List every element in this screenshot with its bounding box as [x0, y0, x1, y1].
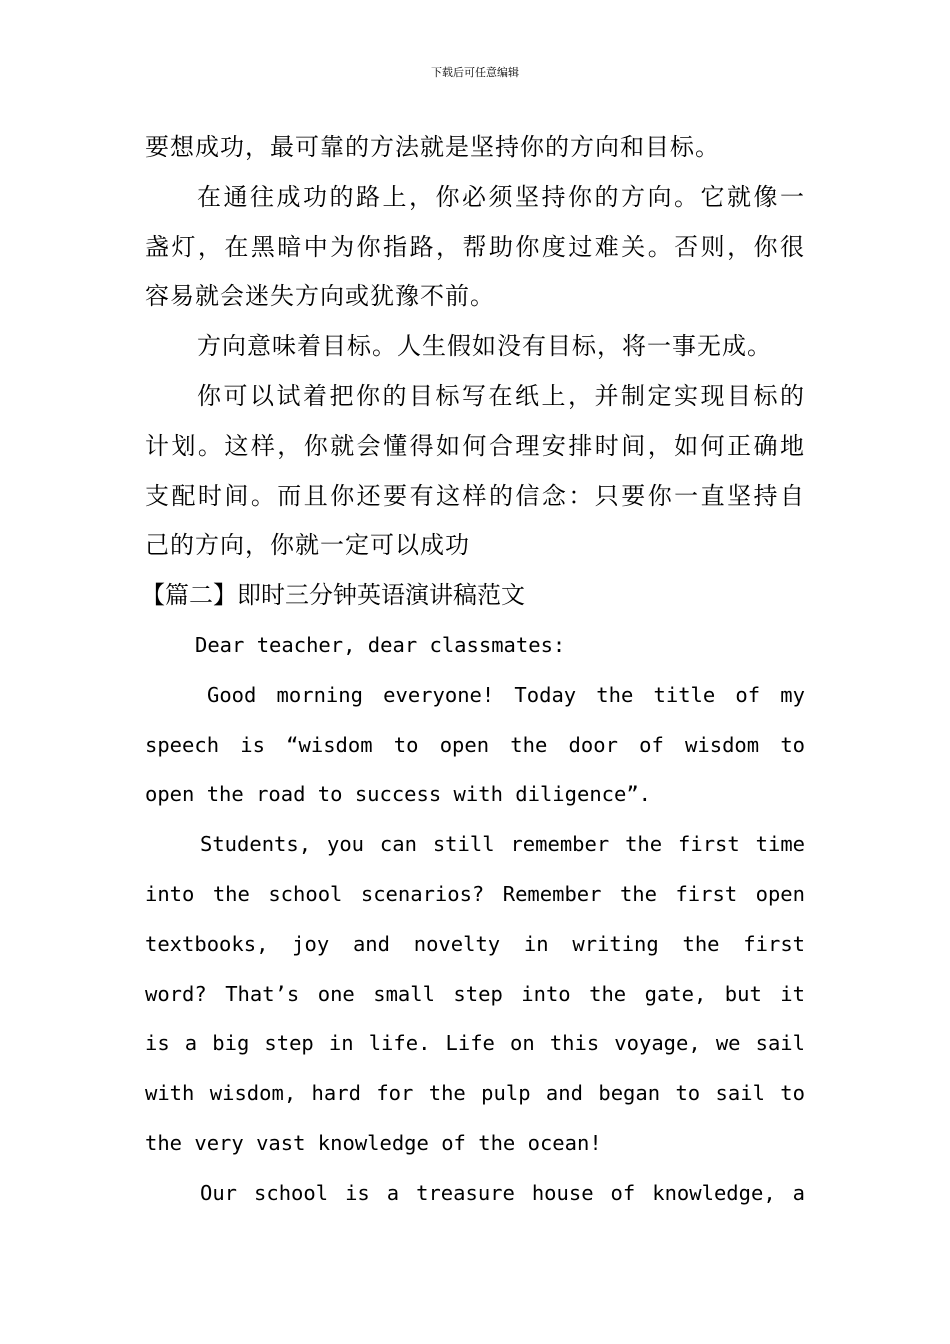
paragraph-line: 己的方向，你就一定可以成功	[145, 531, 470, 560]
paragraph-line: 容易就会迷失方向或犹豫不前。	[145, 282, 495, 311]
paragraph-line: speech is “wisdom to open the door of wisdom to	[145, 732, 805, 757]
paragraph-line: the very vast knowledge of the ocean!	[145, 1130, 602, 1155]
paragraph-line: Our school is a treasure house of knowledge, a	[200, 1180, 805, 1205]
paragraph-line: 你可以试着把你的目标写在纸上，并制定实现目标的	[197, 381, 805, 410]
paragraph-line: 方向意味着目标。人生假如没有目标，将一事无成。	[197, 332, 772, 361]
paragraph-line: 要想成功，最可靠的方法就是坚持你的方向和目标。	[145, 133, 720, 161]
paragraph-line: textbooks, joy and novelty in writing the first	[145, 931, 805, 956]
document-body	[141, 123, 805, 1219]
section-heading: 【篇二】即时三分钟英语演讲稿范文	[141, 581, 525, 610]
paragraph-line: with wisdom, hard for the pulp and began to sail to	[145, 1081, 805, 1106]
paragraph-line: 计划。这样，你就会懂得如何合理安排时间，如何正确地	[145, 431, 805, 460]
paragraph-line: Good morning everyone! Today the title of my	[207, 682, 805, 707]
paragraph-line: 在通往成功的路上，你必须坚持你的方向。它就像一	[197, 182, 805, 211]
paragraph-line: 支配时间。而且你还要有这样的信念：只要你一直坚持自	[145, 481, 805, 510]
salutation-line: Dear teacher, dear classmates:	[195, 632, 566, 657]
paragraph-line: open the road to success with diligence”.	[145, 782, 652, 807]
paragraph-line: Students, you can still remember the first time	[200, 832, 805, 857]
paragraph-line: 盏灯，在黑暗中为你指路，帮助你度过难关。否则，你很	[145, 232, 805, 261]
paragraph-line: word? That’s one small step into the gate, but it	[145, 981, 805, 1006]
paragraph-line: into the school scenarios? Remember the first open	[145, 881, 805, 906]
paragraph-line: is a big step in life. Life on this voyage, we sail	[145, 1031, 805, 1056]
page-header-note: 下载后可任意编辑	[431, 66, 519, 79]
